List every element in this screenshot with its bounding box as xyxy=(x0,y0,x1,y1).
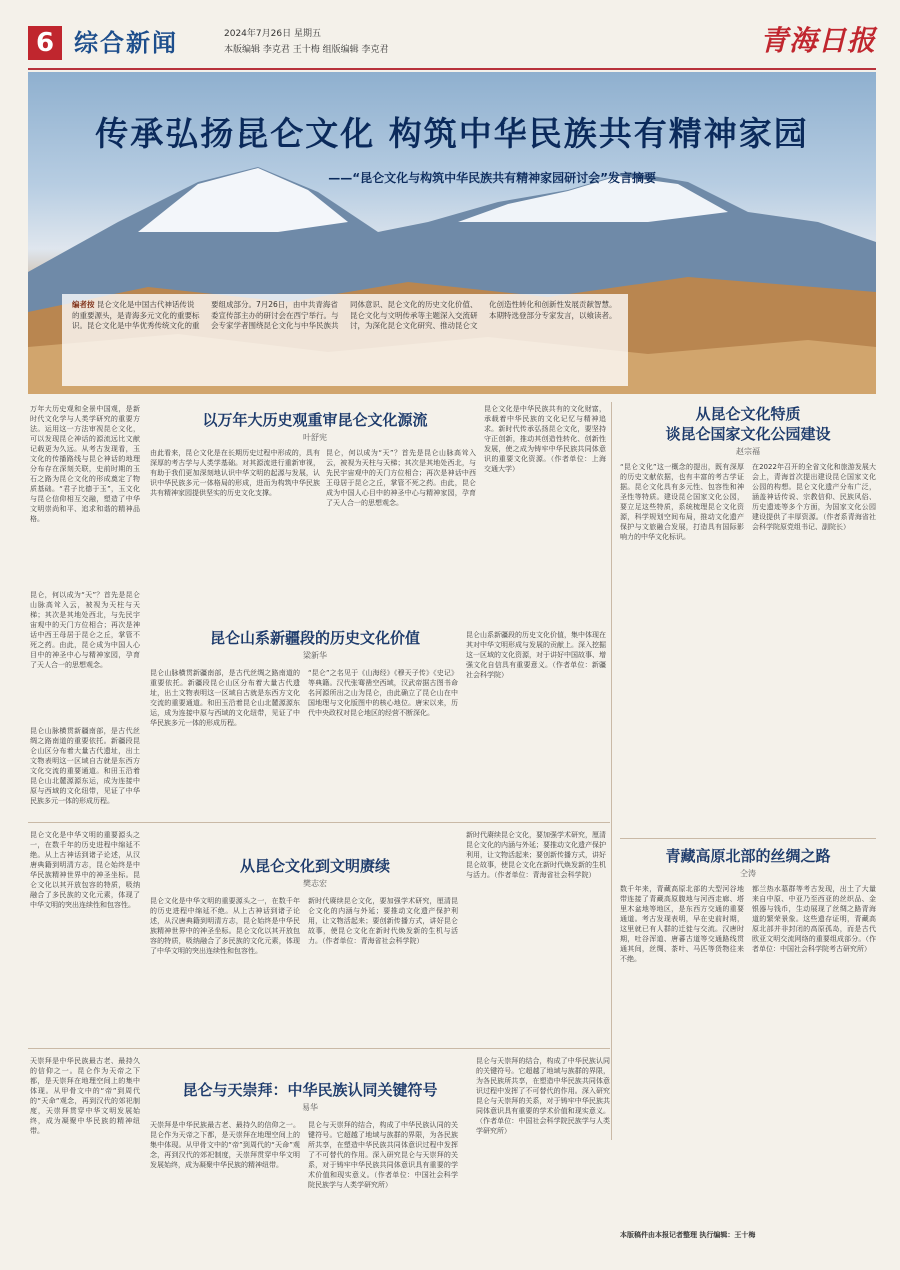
editors-line: 本版编辑 李克君 王十梅 组版编辑 李克君 xyxy=(224,45,389,55)
section-title: 综合新闻 xyxy=(74,29,178,57)
article-title: 青藏高原北部的丝绸之路 xyxy=(665,847,831,865)
article-body: 昆仑与天崇拜的结合，构成了中华民族认同的关键符号。它超越了地域与族群的界限，为各民族所共享，在塑造中华民族共同体意识过程中发挥了不可替代的作用。深入研究昆仑与天崇拜的关系，对于铸牢中华民族共同体意识具有重要的学术价值和现实意义。（作者单位：中国社会科学院民族学与人类学研究所） xyxy=(476,1057,610,1135)
page-number: 6 xyxy=(28,26,62,60)
article-body: 数千年来，青藏高原北部的大型河谷地带连接了青藏高原腹地与河西走廊、塔里木盆地等地区，是东西方交通的重要通道。考古发现表明，早在史前时期，这里就已有人群的迁徙与交流。汉唐时期，吐谷浑道、唐蕃古道等交通路线贯通其间，丝绸、茶叶、马匹等货物往来不绝。 xyxy=(620,885,744,963)
headline: 传承弘扬昆仑文化 构筑中华民族共有精神家园 xyxy=(95,114,809,153)
article-body: “昆仑文化”这一概念的提出，既有深厚的历史文献依据，也有丰富的考古学证据。昆仑文化具有多元性、包容性和神圣性等特质。建设昆仑国家文化公园，要立足这些特质，系统梳理昆仑文化资源，科学规划空间布局，推动文化遗产保护与文旅融合发展，打造具有国际影响力的中华文化标识。 xyxy=(620,463,744,541)
section-rule xyxy=(28,1048,610,1049)
article-body: 昆仑文化是中华文明的重要源头之一，在数千年的历史进程中绵延不绝。从上古神话到诸子论述，从汉唐典籍到明清方志，昆仑始终是中华民族精神世界中的神圣坐标。昆仑文化以其开放包容的特质，吸纳融合了多民族的文化元素，体现了中华文明的突出连续性和包容性。 xyxy=(150,897,300,955)
article-body: 万年大历史观和全景中国观，是新时代文化学与人类学研究的重要方法。运用这一方法审视昆仑文化，可以发现昆仑神话的源流远比文献记载更为久远。从考古发现看，玉文化的传播路线与昆仑神话的地理分布存在深刻关联，史前时期的玉石之路为昆仑文化的形成奠定了物质基础。“君子比德于玉”，玉文化与昆仑信仰相互交融，塑造了中华文明崇尚和平、追求和谐的精神品格。 xyxy=(30,405,140,523)
article-body: 天崇拜是中华民族最古老、最持久的信仰之一。昆仑作为天帝之下都，是天崇拜在地理空间上的集中体现。从甲骨文中的“帝”到周代的“天命”观念，再到汉代的郊祀制度，天崇拜贯穿中华文明发展始终，成为凝聚中华民族的精神纽带。 xyxy=(150,1121,300,1169)
article-title: 从昆仑文化特质 谈昆仑国家文化公园建设 xyxy=(665,405,831,443)
editor-note xyxy=(62,294,628,386)
masthead xyxy=(28,18,876,70)
article-body: 天崇拜是中华民族最古老、最持久的信仰之一。昆仑作为天帝之下都，是天崇拜在地理空间上的集中体现。从甲骨文中的“帝”到周代的“天命”观念，再到汉代的郊祀制度，天崇拜贯穿中华文明发展始终，成为凝聚中华民族的精神纽带。 xyxy=(30,1057,140,1135)
date-line: 2024年7月26日 星期五 xyxy=(224,29,321,39)
article-body: 昆仑，何以成为“天”？首先是昆仑山脉高耸入云，被视为天柱与天梯；其次是其地处西北，与先民宇宙观中的天门方位相合；再次是神话中西王母居于昆仑之丘，掌管不死之药。由此，昆仑成为中国人心目中的神圣中心与精神家园，孕育了天人合一的思想观念。 xyxy=(326,449,476,507)
article-body: 昆仑文化是中华文明的重要源头之一，在数千年的历史进程中绵延不绝。从上古神话到诸子论述，从汉唐典籍到明清方志，昆仑始终是中华民族精神世界中的神圣坐标。昆仑文化以其开放包容的特质，吸纳融合了多民族的文化元素，体现了中华文明的突出连续性和包容性。 xyxy=(30,831,140,909)
section-rule xyxy=(620,838,876,839)
article-body: 都兰热水墓群等考古发现，出土了大量来自中原、中亚乃至西亚的丝织品、金银器与钱币，生动展现了丝绸之路青海道的繁荣景象。这些遗存证明，青藏高原北部并非封闭的高原孤岛，而是古代欧亚文明交流网络的重要组成部分。（作者单位：中国社会科学院考古研究所） xyxy=(752,885,876,953)
section-rule xyxy=(28,822,610,823)
article-body: 昆仑山脉横贯新疆南部，是古代丝绸之路南道的重要依托。新疆段昆仑山区分布着大量古代遗址，出土文物表明这一区域自古就是东西方文化交流的重要通道。和田玉沿着昆仑山北麓源源东运，成为连接中原与西域的文化纽带，见证了中华民族多元一体的形成历程。 xyxy=(30,727,140,805)
article-body: 在2022年召开的全省文化和旅游发展大会上，青海首次提出建设昆仑国家文化公园的构想。昆仑文化遗产分布广泛，涵盖神话传说、宗教信仰、民族风俗、历史遗迹等多个方面，为国家文化公园建设提供了丰厚资源。（作者系青海省社会科学院原党组书记、副院长） xyxy=(752,463,876,531)
editor-note-text: 昆仑文化是中国古代神话传说的重要源头，是青海多元文化的重要标识。昆仑文化是中华优秀传统文化的重要组成部分。7月26日，由中共青海省委宣传部主办的研讨会在西宁举行。与会专家学者围绕昆仑文化与中华民族共同体意识、昆仑文化的历史文化价值、昆仑文化与文明传承等主题深入交流研讨，为深化昆仑文化研究、推动昆仑文化创造性转化和创新性发展贡献智慧。本期特选登部分专家发言，以飨读者。 xyxy=(72,300,617,330)
article-body: 昆仑文化是中华民族共有的文化财富，承载着中华民族的文化记忆与精神追求。新时代传承弘扬昆仑文化，要坚持守正创新，推动其创造性转化、创新性发展，使之成为铸牢中华民族共同体意识的重要文化资源。（作者单位：上海交通大学） xyxy=(484,405,606,473)
footer-note: 本版稿件由本报记者整理 执行编辑：王十梅 xyxy=(620,1231,756,1239)
article-body: 昆仑，何以成为“天”？首先是昆仑山脉高耸入云，被视为天柱与天梯；其次是其地处西北，与先民宇宙观中的天门方位相合；再次是神话中西王母居于昆仑之丘，掌管不死之药。由此，昆仑成为中国人心目中的神圣中心与精神家园，孕育了天人合一的思想观念。 xyxy=(30,591,140,669)
subhead: ——“昆仑文化与构筑中华民族共有精神家园研讨会”发言摘要 xyxy=(328,171,656,185)
article-author: 叶舒宪 xyxy=(303,433,327,442)
editor-note-label: 编者按 xyxy=(72,300,95,309)
article-body: 昆仑与天崇拜的结合，构成了中华民族认同的关键符号。它超越了地域与族群的界限，为各民族所共享，在塑造中华民族共同体意识过程中发挥了不可替代的作用。深入研究昆仑与天崇拜的关系，对于铸牢中华民族共同体意识具有重要的学术价值和现实意义。（作者单位：中国社会科学院民族学与人类学研究所） xyxy=(308,1121,458,1189)
article-body: 由此看来，昆仑文化是在长期历史过程中形成的，具有深厚的考古学与人类学基础。对其源流进行重新审视，有助于我们更加深刻地认识中华文明的起源与发展，认识中华民族多元一体格局的形成，进而为构筑中华民族共有精神家园提供坚实的历史文化支撑。 xyxy=(150,449,320,497)
article-author: 赵宗福 xyxy=(736,447,760,456)
article-title: 昆仑与天崇拜：中华民族认同关键符号 xyxy=(182,1081,438,1099)
column-rule xyxy=(611,402,612,1140)
newspaper-logo: 青海日报 xyxy=(759,24,876,57)
article-body: 新时代赓续昆仑文化，要加强学术研究，厘清昆仑文化的内涵与外延；要推动文化遗产保护利用，让文物活起来；要创新传播方式，讲好昆仑故事，使昆仑文化在新时代焕发新的生机与活力。（作者单位：青海省社会科学院） xyxy=(466,831,606,879)
article-body: “昆仑”之名见于《山海经》《穆天子传》《史记》等典籍。汉代张骞凿空西域，汉武帝据古图书命名河源所出之山为昆仑，由此确立了昆仑山在中国地理与文化版图中的核心地位。唐宋以来，历代中央政权对昆仑地区的经营不断深化。 xyxy=(308,669,458,717)
article-author: 梁新华 xyxy=(303,651,327,660)
article-body: 昆仑山脉横贯新疆南部，是古代丝绸之路南道的重要依托。新疆段昆仑山区分布着大量古代遗址，出土文物表明这一区域自古就是东西方文化交流的重要通道。和田玉沿着昆仑山北麓源源东运，成为连接中原与西域的文化纽带，见证了中华民族多元一体的形成历程。 xyxy=(150,669,300,727)
article-title: 以万年大历史观重审昆仑文化源流 xyxy=(202,411,428,429)
article-author: 易华 xyxy=(302,1103,318,1112)
banner-image xyxy=(28,72,876,394)
article-author: 仝涛 xyxy=(740,869,756,878)
article-title: 从昆仑文化到文明赓续 xyxy=(239,857,390,875)
article-author: 樊志宏 xyxy=(303,879,327,888)
article-body: 新时代赓续昆仑文化，要加强学术研究，厘清昆仑文化的内涵与外延；要推动文化遗产保护利用，让文物活起来；要创新传播方式，讲好昆仑故事，使昆仑文化在新时代焕发新的生机与活力。（作者单位：青海省社会科学院） xyxy=(308,897,458,945)
article-title: 昆仑山系新疆段的历史文化价值 xyxy=(209,629,420,647)
article-body: 昆仑山系新疆段的历史文化价值，集中体现在其对中华文明形成与发展的贡献上。深入挖掘这一区域的文化资源，对于讲好中国故事、增强文化自信具有重要意义。（作者单位：新疆社会科学院） xyxy=(466,631,606,679)
